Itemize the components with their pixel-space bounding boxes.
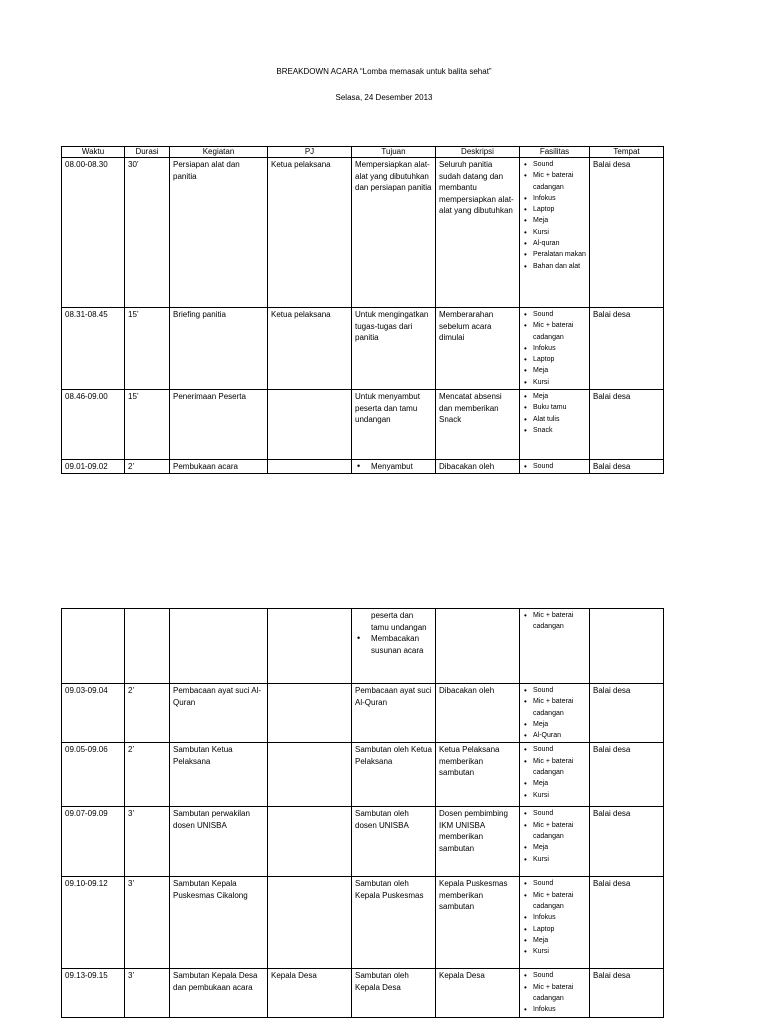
fasilitas-item: • Mic + baterai cadangan — [523, 756, 586, 779]
fasilitas-item: • Mic + baterai cadangan — [523, 820, 586, 843]
fasilitas-list — [523, 159, 586, 272]
cell-kegiatan: Pembukaan acara — [170, 460, 268, 474]
cell-tujuan: Sambutan oleh Ketua Pelaksana — [352, 743, 436, 807]
cell-pj — [268, 609, 352, 684]
cell-deskripsi: Mencatat absensi dan memberikan Snack — [436, 390, 520, 460]
fasilitas-item: • Mic + baterai cadangan — [523, 696, 586, 719]
table-row — [62, 609, 664, 684]
cell-waktu: 09.03-09.04 — [62, 684, 125, 743]
fasilitas-item: • Meja — [523, 215, 586, 226]
cell-kegiatan: Pembacaan ayat suci Al-Quran — [170, 684, 268, 743]
cell-fasilitas — [520, 308, 590, 390]
cell-fasilitas — [520, 807, 590, 877]
fasilitas-item: • Mic + baterai cadangan — [523, 890, 586, 913]
fasilitas-item: • Laptop — [523, 924, 586, 935]
fasilitas-item: • Peralatan makan — [523, 249, 586, 260]
cell-fasilitas — [520, 877, 590, 969]
cell-tempat: Balai desa — [590, 390, 664, 460]
cell-pj — [268, 684, 352, 743]
cell-tempat: Balai desa — [590, 743, 664, 807]
fasilitas-item: • Kursi — [523, 227, 586, 238]
fasilitas-item: • Mic + baterai cadangan — [523, 982, 586, 1005]
cell-deskripsi: Ketua Pelaksana memberikan sambutan — [436, 743, 520, 807]
col-header-durasi: Durasi — [125, 147, 170, 158]
table-header-row — [62, 147, 664, 158]
cell-pj — [268, 807, 352, 877]
fasilitas-item: • Meja — [523, 391, 586, 402]
cell-kegiatan: Sambutan Kepala Desa dan pembukaan acara — [170, 969, 268, 1017]
fasilitas-item: • Bahan dan alat — [523, 261, 586, 272]
cell-deskripsi: Dibacakan oleh — [436, 460, 520, 474]
fasilitas-item: • Kursi — [523, 790, 586, 801]
fasilitas-item: • Meja — [523, 935, 586, 946]
fasilitas-list — [523, 610, 586, 633]
cell-deskripsi: Kepala Puskesmas memberikan sambutan — [436, 877, 520, 969]
cell-waktu — [62, 609, 125, 684]
cell-tujuan: Sambutan oleh dosen UNISBA — [352, 807, 436, 877]
cell-tempat: Balai desa — [590, 460, 664, 474]
cell-deskripsi: Seluruh panitia sudah datang dan membantu mempersiapkan alat-alat yang dibutuhkan — [436, 158, 520, 308]
cell-durasi: 3’ — [125, 807, 170, 877]
cell-kegiatan: Penerimaan Peserta — [170, 390, 268, 460]
fasilitas-item: • Snack — [523, 425, 586, 436]
fasilitas-list — [523, 461, 586, 472]
cell-fasilitas — [520, 390, 590, 460]
cell-tujuan — [352, 460, 436, 474]
cell-durasi: 15’ — [125, 390, 170, 460]
cell-tempat: Balai desa — [590, 807, 664, 877]
cell-kegiatan: Sambutan Ketua Pelaksana — [170, 743, 268, 807]
cell-pj — [268, 460, 352, 474]
cell-tujuan: Pembacaan ayat suci Al-Quran — [352, 684, 436, 743]
cell-tujuan — [352, 609, 436, 684]
cell-durasi: 3’ — [125, 969, 170, 1017]
fasilitas-item: • Sound — [523, 685, 586, 696]
fasilitas-item: • Kursi — [523, 946, 586, 957]
tujuan-bullet: • Membacakan susunan acara — [355, 633, 432, 656]
fasilitas-item: • Laptop — [523, 204, 586, 215]
fasilitas-item: • Al-quran — [523, 238, 586, 249]
fasilitas-item: • Sound — [523, 461, 586, 472]
fasilitas-list — [523, 970, 586, 1015]
tujuan-list — [355, 633, 432, 656]
cell-waktu: 09.13-09.15 — [62, 969, 125, 1017]
cell-deskripsi: Memberarahan sebelum acara dimulai — [436, 308, 520, 390]
tujuan-continued: peserta dan tamu undangan — [371, 611, 427, 632]
cell-tujuan: Mempersiapkan alat-alat yang dibutuhkan dan persiapan panitia — [352, 158, 436, 308]
fasilitas-list — [523, 391, 586, 436]
cell-tujuan: Untuk mengingatkan tugas-tugas dari panitia — [352, 308, 436, 390]
col-header-kegiatan: Kegiatan — [170, 147, 268, 158]
fasilitas-item: • Alat tulis — [523, 414, 586, 425]
fasilitas-item: • Sound — [523, 808, 586, 819]
fasilitas-list — [523, 685, 586, 741]
cell-deskripsi: Dosen pembimbing IKM UNISBA memberikan sambutan — [436, 807, 520, 877]
fasilitas-item: • Mic + baterai cadangan — [523, 610, 586, 633]
cell-fasilitas — [520, 969, 590, 1017]
cell-fasilitas — [520, 684, 590, 743]
table-row — [62, 743, 664, 807]
cell-tempat — [590, 609, 664, 684]
cell-tempat: Balai desa — [590, 308, 664, 390]
document-date: Selasa, 24 Desember 2013 — [335, 93, 433, 102]
cell-pj — [268, 390, 352, 460]
fasilitas-item: • Laptop — [523, 354, 586, 365]
fasilitas-item: • Sound — [523, 744, 586, 755]
cell-waktu: 09.07-09.09 — [62, 807, 125, 877]
table-row — [62, 158, 664, 308]
cell-deskripsi — [436, 609, 520, 684]
col-header-tempat: Tempat — [590, 147, 664, 158]
cell-tujuan: Untuk menyambut peserta dan tamu undangan — [352, 390, 436, 460]
fasilitas-item: • Al-Quran — [523, 730, 586, 741]
fasilitas-item: • Sound — [523, 970, 586, 981]
cell-kegiatan: Sambutan perwakilan dosen UNISBA — [170, 807, 268, 877]
fasilitas-item: • Sound — [523, 878, 586, 889]
cell-waktu: 08.46-09.00 — [62, 390, 125, 460]
cell-tempat: Balai desa — [590, 969, 664, 1017]
cell-durasi: 2’ — [125, 743, 170, 807]
cell-kegiatan — [170, 609, 268, 684]
table-row — [62, 308, 664, 390]
col-header-waktu: Waktu — [62, 147, 125, 158]
fasilitas-item: • Kursi — [523, 377, 586, 388]
fasilitas-item: • Mic + baterai cadangan — [523, 170, 586, 193]
page-2-table-clip — [61, 608, 665, 1024]
fasilitas-item: • Sound — [523, 309, 586, 320]
table-row — [62, 877, 664, 969]
cell-deskripsi: Kepala Desa — [436, 969, 520, 1017]
schedule-table-1 — [61, 146, 664, 474]
fasilitas-item: • Sound — [523, 159, 586, 170]
fasilitas-item: • Meja — [523, 842, 586, 853]
cell-pj: Ketua pelaksana — [268, 308, 352, 390]
cell-pj: Ketua pelaksana — [268, 158, 352, 308]
cell-durasi: 2’ — [125, 460, 170, 474]
fasilitas-list — [523, 878, 586, 957]
col-header-deskripsi: Deskripsi — [436, 147, 520, 158]
fasilitas-item: • Infokus — [523, 1004, 586, 1015]
cell-waktu: 09.10-09.12 — [62, 877, 125, 969]
cell-waktu: 08.31-08.45 — [62, 308, 125, 390]
cell-fasilitas — [520, 158, 590, 308]
fasilitas-item: • Meja — [523, 778, 586, 789]
tujuan-list — [355, 461, 432, 473]
table-row — [62, 460, 664, 474]
cell-durasi — [125, 609, 170, 684]
cell-durasi: 2’ — [125, 684, 170, 743]
fasilitas-item: • Infokus — [523, 193, 586, 204]
tujuan-bullet: • Menyambut — [355, 461, 432, 473]
cell-kegiatan: Persiapan alat dan panitia — [170, 158, 268, 308]
fasilitas-item: • Buku tamu — [523, 402, 586, 413]
fasilitas-list — [523, 309, 586, 388]
cell-durasi: 15’ — [125, 308, 170, 390]
cell-tempat: Balai desa — [590, 877, 664, 969]
col-header-fasilitas: Fasilitas — [520, 147, 590, 158]
cell-durasi: 3’ — [125, 877, 170, 969]
cell-pj — [268, 877, 352, 969]
cell-waktu: 08.00-08.30 — [62, 158, 125, 308]
fasilitas-item: • Kursi — [523, 854, 586, 865]
cell-pj — [268, 743, 352, 807]
cell-waktu: 09.05-09.06 — [62, 743, 125, 807]
table-row — [62, 390, 664, 460]
cell-fasilitas — [520, 609, 590, 684]
cell-kegiatan: Sambutan Kepala Puskesmas Cikalong — [170, 877, 268, 969]
table-bottom-border — [61, 473, 664, 474]
schedule-table-2 — [61, 608, 664, 1018]
cell-fasilitas — [520, 460, 590, 474]
col-header-tujuan: Tujuan — [352, 147, 436, 158]
table-row — [62, 807, 664, 877]
document-title: BREAKDOWN ACARA “Lomba memasak untuk balita sehat” — [276, 67, 492, 76]
cell-deskripsi: Dibacakan oleh — [436, 684, 520, 743]
cell-pj: Kepala Desa — [268, 969, 352, 1017]
fasilitas-item: • Infokus — [523, 343, 586, 354]
cell-tujuan: Sambutan oleh Kepala Desa — [352, 969, 436, 1017]
table-row — [62, 684, 664, 743]
fasilitas-item: • Mic + baterai cadangan — [523, 320, 586, 343]
col-header-pj: PJ — [268, 147, 352, 158]
cell-tujuan: Sambutan oleh Kepala Puskesmas — [352, 877, 436, 969]
cell-tempat: Balai desa — [590, 158, 664, 308]
fasilitas-list — [523, 808, 586, 864]
cell-durasi: 30’ — [125, 158, 170, 308]
fasilitas-item: • Meja — [523, 365, 586, 376]
fasilitas-item: • Infokus — [523, 912, 586, 923]
table-row — [62, 969, 664, 1017]
page-1-table-clip — [61, 146, 665, 474]
cell-tempat: Balai desa — [590, 684, 664, 743]
cell-kegiatan: Briefing panitia — [170, 308, 268, 390]
fasilitas-item: • Meja — [523, 719, 586, 730]
fasilitas-list — [523, 744, 586, 800]
cell-waktu: 09.01-09.02 — [62, 460, 125, 474]
cell-fasilitas — [520, 743, 590, 807]
